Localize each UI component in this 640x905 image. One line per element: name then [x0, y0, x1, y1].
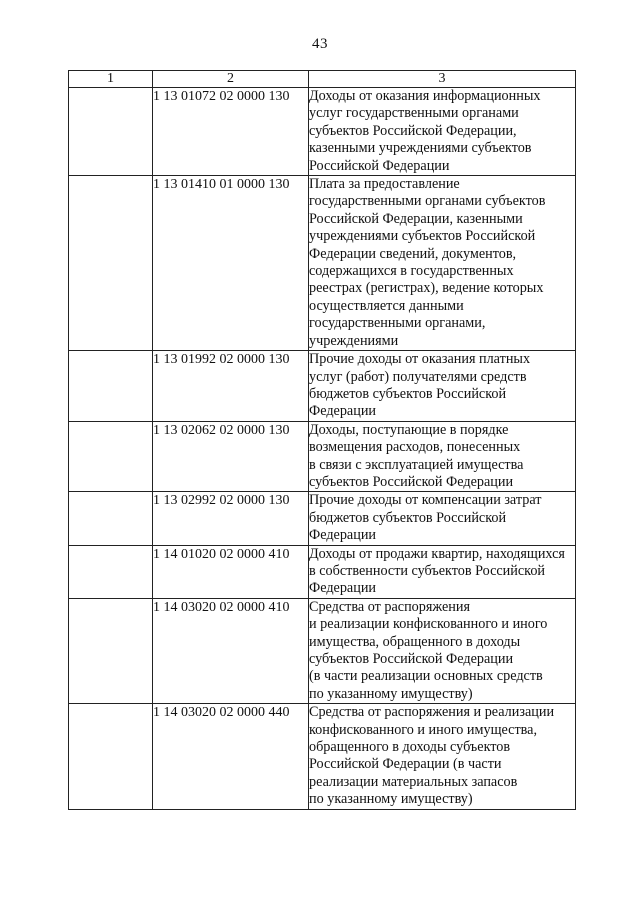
- revenue-description-cell: [309, 492, 576, 545]
- budget-code-cell: 1 13 01410 01 0000 130: [153, 176, 309, 351]
- description-line: возмещения расходов, понесенных: [309, 439, 521, 456]
- description-line: Средства от распоряжения: [309, 598, 471, 615]
- table-body: [69, 88, 576, 810]
- description-line: в собственности субъектов Российской: [309, 562, 546, 579]
- budget-code-cell: 1 13 02992 02 0000 130: [153, 492, 309, 545]
- table-row: [69, 492, 576, 545]
- description-line: по указанному имуществу): [309, 685, 473, 702]
- description-line: имущества, обращенного в доходы: [309, 633, 521, 650]
- description-line: Прочие доходы от оказания платных: [309, 351, 531, 368]
- table-row: [69, 704, 576, 809]
- description-line: реализации материальных запасов: [309, 773, 518, 790]
- description-line: осуществляется данными: [309, 297, 464, 314]
- revenue-description-cell: [309, 351, 576, 422]
- description-line: в связи с эксплуатацией имущества: [309, 456, 524, 473]
- column-header-3: 3: [309, 71, 576, 88]
- description-line: бюджетов субъектов Российской: [309, 385, 507, 402]
- description-line: Федерации: [309, 580, 377, 597]
- description-line: субъектов Российской Федерации: [309, 473, 514, 490]
- budget-code-cell: 1 14 03020 02 0000 410: [153, 598, 309, 703]
- revenue-description-cell: [309, 704, 576, 809]
- description-line: услуг государственными органами: [309, 105, 519, 122]
- description-line: Федерации сведений, документов,: [309, 245, 517, 262]
- column-header-2: 2: [153, 71, 309, 88]
- description-line: (в части реализации основных средств: [309, 668, 543, 685]
- description-line: Федерации: [309, 527, 377, 544]
- column-1-cell: [69, 176, 153, 351]
- column-1-cell: [69, 492, 153, 545]
- column-1-cell: [69, 421, 153, 492]
- page-number: 43: [312, 36, 328, 52]
- table-row: [69, 421, 576, 492]
- column-1-cell: [69, 545, 153, 598]
- revenue-description-cell: [309, 176, 576, 351]
- description-line: государственными органами субъектов: [309, 193, 546, 210]
- table-row: [69, 88, 576, 176]
- table-row: [69, 176, 576, 351]
- column-1-cell: [69, 704, 153, 809]
- description-line: субъектов Российской Федерации,: [309, 122, 517, 139]
- budget-code-cell: 1 14 03020 02 0000 440: [153, 704, 309, 809]
- description-line: учреждениями: [309, 332, 399, 349]
- revenue-codes-table: [68, 70, 576, 810]
- budget-code-cell: 1 13 02062 02 0000 130: [153, 421, 309, 492]
- description-line: Средства от распоряжения и реализации: [309, 704, 555, 721]
- column-header-1: 1: [69, 71, 153, 88]
- description-line: Федерации: [309, 403, 377, 420]
- description-line: государственными органами,: [309, 315, 486, 332]
- budget-code-cell: 1 14 01020 02 0000 410: [153, 545, 309, 598]
- description-line: и реализации конфискованного и иного: [309, 616, 548, 633]
- description-line: по указанному имуществу): [309, 791, 473, 808]
- description-line: Доходы, поступающие в порядке: [309, 421, 509, 438]
- budget-code-cell: 1 13 01992 02 0000 130: [153, 351, 309, 422]
- description-line: учреждениями субъектов Российской: [309, 228, 536, 245]
- description-line: Плата за предоставление: [309, 176, 460, 193]
- column-1-cell: [69, 88, 153, 176]
- description-line: услуг (работ) получателями средств: [309, 368, 527, 385]
- table-header-row: [69, 71, 576, 88]
- revenue-description-cell: [309, 88, 576, 176]
- description-line: обращенного в доходы субъектов: [309, 739, 511, 756]
- description-line: Прочие доходы от компенсации затрат: [309, 492, 542, 509]
- description-line: реестрах (регистрах), ведение которых: [309, 280, 544, 297]
- description-line: Доходы от оказания информационных: [309, 88, 541, 104]
- description-line: содержащихся в государственных: [309, 263, 514, 280]
- table-row: [69, 598, 576, 703]
- description-line: Российской Федерации (в части: [309, 756, 502, 773]
- description-line: Российской Федерации: [309, 157, 450, 174]
- table-row: [69, 351, 576, 422]
- description-line: Доходы от продажи квартир, находящихся: [309, 545, 565, 562]
- table-row: [69, 545, 576, 598]
- budget-code-cell: 1 13 01072 02 0000 130: [153, 88, 309, 176]
- column-1-cell: [69, 351, 153, 422]
- description-line: субъектов Российской Федерации: [309, 651, 514, 667]
- revenue-description-cell: [309, 545, 576, 598]
- description-line: бюджетов субъектов Российской: [309, 509, 507, 526]
- column-1-cell: [69, 598, 153, 703]
- description-line: Российской Федерации, казенными: [309, 210, 523, 227]
- description-line: казенными учреждениями субъектов: [309, 140, 532, 157]
- description-line: конфискованного и иного имущества,: [309, 721, 538, 738]
- revenue-description-cell: [309, 421, 576, 492]
- revenue-description-cell: [309, 598, 576, 703]
